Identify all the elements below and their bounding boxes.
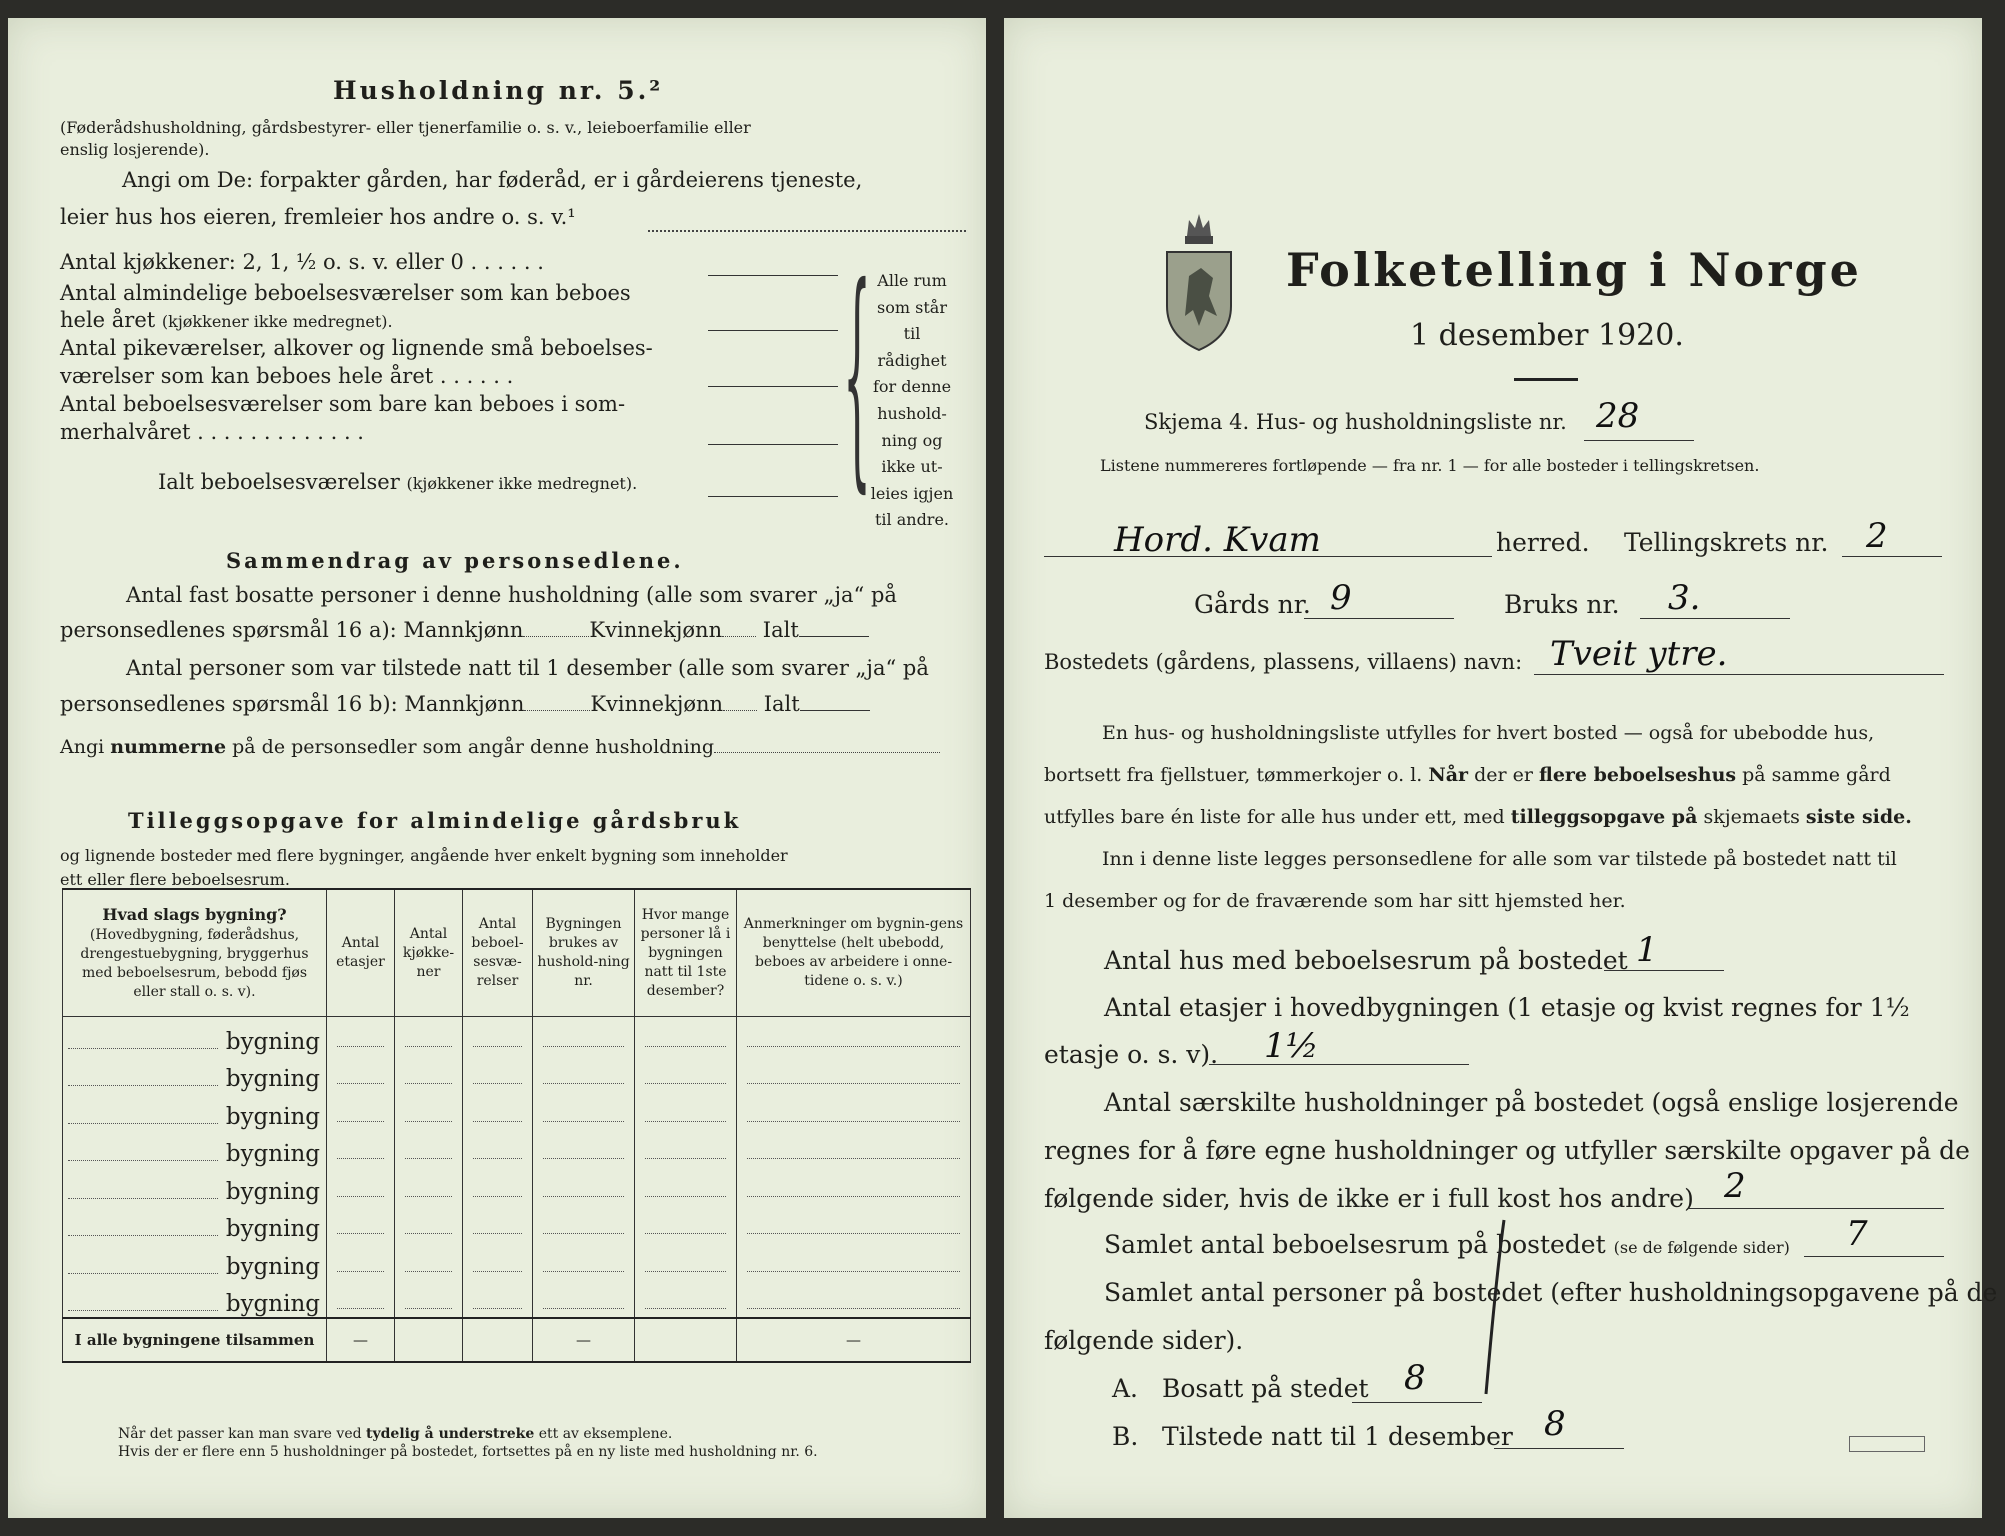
herred-value: Hord. Kvam bbox=[1114, 520, 1321, 560]
side-note-line: som står til bbox=[877, 297, 947, 344]
pike-line-2: værelser som kan beboes hele året . . . . . . bbox=[60, 364, 514, 388]
table-cell bbox=[395, 1167, 463, 1205]
fast-line-1: Antal fast bosatte personer i denne husholdning (alle som svarer „ja“ på bbox=[126, 583, 897, 607]
bygning-label: bygning bbox=[225, 1141, 320, 1167]
instr-line-3: utfylles bare én liste for alle hus under ett, med tilleggsopgave på skjemaets siste side. bbox=[1044, 806, 1912, 828]
brace: { bbox=[843, 240, 871, 516]
building-type-cell bbox=[63, 1167, 327, 1205]
table-cell bbox=[327, 1130, 395, 1168]
table-cell bbox=[327, 1280, 395, 1319]
bygning-label: bygning bbox=[225, 1178, 320, 1205]
etasjer-line-2: etasje o. s. v). bbox=[1044, 1040, 1219, 1069]
table-row bbox=[63, 1205, 971, 1243]
side-note-line: rådighet bbox=[877, 350, 947, 370]
skjema-value: 28 bbox=[1596, 396, 1640, 436]
side-note-line: leies igjen bbox=[870, 483, 954, 503]
total-row bbox=[63, 1318, 971, 1362]
hus-label: Antal hus med beboelsesrum på bostedet bbox=[1104, 946, 1628, 975]
side-note-line: ikke ut- bbox=[881, 457, 943, 477]
table-cell bbox=[463, 1017, 533, 1055]
household-subtitle: (Føderådshusholdning, gårdsbestyrer- eller tjenerfamilie o. s. v., leieboerfamilie eller bbox=[60, 118, 751, 137]
pike-line-1: Antal pikeværelser, alkover og lignende små beboelses- bbox=[60, 336, 653, 360]
table-cell bbox=[635, 1092, 737, 1130]
census-title: Folketelling i Norge bbox=[1286, 243, 1862, 297]
building-table bbox=[62, 888, 971, 1363]
table-cell bbox=[737, 1205, 971, 1243]
building-type-cell bbox=[63, 1280, 327, 1319]
side-note-line: ning og bbox=[881, 430, 943, 450]
total-dash: — bbox=[737, 1318, 971, 1362]
table-row bbox=[63, 1280, 971, 1319]
left-page bbox=[8, 18, 986, 1518]
bosted-value: Tveit ytre. bbox=[1550, 634, 1728, 674]
tilst-line-2: personsedlenes spørsmål 16 b): Mannkjønn Kvinnekjønn Ialt bbox=[60, 692, 870, 716]
table-cell bbox=[463, 1167, 533, 1205]
table-cell bbox=[395, 1318, 463, 1362]
col-husholdning-nr: Bygningen brukes av hushold-ning nr. bbox=[533, 889, 635, 1017]
side-note-line: for denne bbox=[872, 377, 952, 397]
a-label: A. bbox=[1112, 1374, 1139, 1403]
table-cell bbox=[327, 1167, 395, 1205]
gards-label: Gårds nr. bbox=[1194, 590, 1311, 619]
table-cell bbox=[737, 1242, 971, 1280]
footnote-2: Hvis der er flere enn 5 husholdninger på bostedet, fortsettes på en ny liste med husholdning nr. 6. bbox=[118, 1444, 818, 1460]
samlet-rum-value: 7 bbox=[1846, 1214, 1868, 1254]
a-text: Bosatt på stedet bbox=[1162, 1374, 1369, 1403]
angi-line-1: Angi om De: forpakter gården, har føderåd, er i gårdeierens tjeneste, bbox=[122, 168, 863, 192]
table-cell bbox=[327, 1055, 395, 1093]
col-etasjer: Antal etasjer bbox=[327, 889, 395, 1017]
col-anmerkninger: Anmerkninger om bygnin-gens benyttelse (helt ubebodd, beboes av arbeidere i onne-tidene o. s. v.) bbox=[737, 889, 971, 1017]
table-cell bbox=[463, 1205, 533, 1243]
table-cell bbox=[737, 1092, 971, 1130]
table-cell bbox=[533, 1017, 635, 1055]
bygning-label: bygning bbox=[225, 1291, 320, 1317]
table-cell bbox=[533, 1092, 635, 1130]
col-beboelsesvaerelser: Antal beboel-sesvæ-relser bbox=[463, 889, 533, 1017]
table-cell bbox=[395, 1092, 463, 1130]
table-cell bbox=[463, 1318, 533, 1362]
table-cell bbox=[533, 1055, 635, 1093]
total-dash: — bbox=[533, 1318, 635, 1362]
footnote-1: Når det passer kan man svare ved tydelig å understreke ett av eksemplene. bbox=[118, 1426, 673, 1442]
table-cell bbox=[737, 1167, 971, 1205]
kjokken-label: Antal kjøkkener: 2, 1, ½ o. s. v. eller 0 . . . . . . bbox=[60, 250, 544, 274]
samlet-pers-line-1: Samlet antal personer på bostedet (efter husholdningsopgavene på de bbox=[1104, 1278, 1998, 1307]
building-type-cell bbox=[63, 1055, 327, 1093]
table-cell bbox=[533, 1205, 635, 1243]
fast-line-2: personsedlenes spørsmål 16 a): Mannkjønn Kvinnekjønn Ialt bbox=[60, 618, 869, 642]
building-type-cell bbox=[63, 1092, 327, 1130]
table-cell bbox=[463, 1280, 533, 1319]
saer-line-3: følgende sider, hvis de ikke er i full kost hos andre) bbox=[1044, 1184, 1694, 1213]
table-row bbox=[63, 1055, 971, 1093]
table-row bbox=[63, 1017, 971, 1055]
saer-line-1: Antal særskilte husholdninger på bostedet (også enslige losjerende bbox=[1104, 1088, 1959, 1117]
tillegg-line-1: og lignende bosteder med flere bygninger, angående hver enkelt bygning som inneholder bbox=[60, 846, 788, 865]
side-note-line: til andre. bbox=[874, 510, 950, 530]
table-cell bbox=[635, 1130, 737, 1168]
saer-line-2: regnes for å føre egne husholdninger og utfyller særskilte opgaver på de bbox=[1044, 1136, 1970, 1165]
bygning-label: bygning bbox=[225, 1066, 320, 1092]
table-row bbox=[63, 1130, 971, 1168]
tillegg-line-2: ett eller flere beboelsesrum. bbox=[60, 870, 290, 889]
bygning-label: bygning bbox=[225, 1028, 320, 1055]
coat-of-arms-icon bbox=[1159, 206, 1239, 354]
side-note-line: hushold- bbox=[877, 403, 947, 423]
bygning-label: bygning bbox=[225, 1103, 320, 1130]
skjema-label: Skjema 4. Hus- og husholdningsliste nr. bbox=[1144, 410, 1567, 434]
table-cell bbox=[327, 1092, 395, 1130]
herred-label: herred. bbox=[1496, 528, 1590, 557]
saer-value: 2 bbox=[1724, 1166, 1746, 1206]
table-cell bbox=[327, 1017, 395, 1055]
table-cell bbox=[463, 1130, 533, 1168]
instr-line-5: 1 desember og for de fraværende som har sitt hjemsted her. bbox=[1044, 890, 1626, 912]
table-cell bbox=[737, 1017, 971, 1055]
census-date: 1 desember 1920. bbox=[1410, 318, 1684, 353]
table-cell bbox=[533, 1130, 635, 1168]
tellingskrets-value: 2 bbox=[1866, 516, 1888, 556]
table-cell bbox=[635, 1205, 737, 1243]
pen-stroke-icon bbox=[1474, 1218, 1514, 1398]
col-personer: Hvor mange personer lå i bygningen natt til 1ste desember? bbox=[635, 889, 737, 1017]
tellingskrets-label: Tellingskrets nr. bbox=[1624, 528, 1829, 557]
printer-stamp bbox=[1849, 1436, 1925, 1452]
tillegg-title: Tilleggsopgave for almindelige gårdsbruk bbox=[128, 808, 742, 833]
table-row bbox=[63, 1167, 971, 1205]
table-cell bbox=[395, 1242, 463, 1280]
bruks-label: Bruks nr. bbox=[1504, 590, 1620, 619]
table-cell bbox=[463, 1242, 533, 1280]
sommer-line-1: Antal beboelsesværelser som bare kan beboes i som- bbox=[60, 392, 626, 416]
col-building-type: Hvad slags bygning? (Hovedbygning, føderådshus, drengestuebygning, bryggerhus med beboelsesrum, bebodd fjøs eller stall o. s. v). bbox=[63, 889, 327, 1017]
building-type-cell bbox=[63, 1130, 327, 1168]
tilst-line-1: Antal personer som var tilstede natt til 1 desember (alle som svarer „ja“ på bbox=[126, 656, 929, 680]
bygning-label: bygning bbox=[225, 1253, 320, 1280]
table-cell bbox=[463, 1092, 533, 1130]
samlet-pers-line-2: følgende sider). bbox=[1044, 1326, 1244, 1355]
hus-value: 1 bbox=[1636, 930, 1658, 970]
table-cell bbox=[533, 1280, 635, 1319]
samlet-rum-label: Samlet antal beboelsesrum på bostedet (se de følgende sider) bbox=[1104, 1230, 1790, 1259]
side-note-line: Alle rum bbox=[877, 271, 947, 290]
table-cell bbox=[635, 1167, 737, 1205]
bosted-label: Bostedets (gårdens, plassens, villaens) navn: bbox=[1044, 650, 1523, 674]
table-cell bbox=[533, 1167, 635, 1205]
gards-value: 9 bbox=[1330, 578, 1352, 618]
b-text: Tilstede natt til 1 desember bbox=[1162, 1422, 1513, 1451]
sommer-line-2: merhalvåret . . . . . . . . . . . . . bbox=[60, 420, 364, 444]
table-cell bbox=[737, 1280, 971, 1319]
table-cell bbox=[395, 1130, 463, 1168]
bygning-label: bygning bbox=[225, 1216, 320, 1242]
alm-line-2: hele året (kjøkkener ikke medregnet). bbox=[60, 308, 393, 332]
etasjer-value: 1½ bbox=[1264, 1026, 1319, 1066]
building-type-cell bbox=[63, 1205, 327, 1243]
table-cell bbox=[395, 1055, 463, 1093]
listene-note: Listene nummereres fortløpende — fra nr. 1 — for alle bosteder i tellingskretsen. bbox=[1100, 456, 1760, 475]
household-title: Husholdning nr. 5.² bbox=[333, 76, 664, 105]
b-value: 8 bbox=[1544, 1404, 1566, 1444]
angi-line-2: leier hus hos eieren, fremleier hos andre o. s. v.¹ bbox=[60, 205, 576, 229]
table-row bbox=[63, 1242, 971, 1280]
right-page bbox=[1004, 18, 1998, 1518]
angi-nummerne: Angi nummerne på de personsedler som angår denne husholdning bbox=[60, 736, 940, 758]
household-subtitle-2: enslig losjerende). bbox=[60, 140, 210, 159]
table-cell bbox=[635, 1280, 737, 1319]
sammendrag-title: Sammendrag av personsedlene. bbox=[226, 548, 684, 573]
building-type-cell bbox=[63, 1242, 327, 1280]
instr-line-2: bortsett fra fjellstuer, tømmerkojer o. l. Når der er flere beboelseshus på samme gård bbox=[1044, 764, 1891, 786]
alm-line-1: Antal almindelige beboelsesværelser som kan beboes bbox=[60, 281, 631, 305]
table-cell bbox=[327, 1205, 395, 1243]
bruks-value: 3. bbox=[1668, 578, 1701, 618]
table-cell bbox=[737, 1130, 971, 1168]
etasjer-line-1: Antal etasjer i hovedbygningen (1 etasje og kvist regnes for 1½ bbox=[1104, 993, 1910, 1022]
side-note bbox=[868, 268, 956, 534]
b-label: B. bbox=[1112, 1422, 1139, 1451]
total-label: I alle bygningene tilsammen bbox=[63, 1318, 327, 1362]
instr-line-1: En hus- og husholdningsliste utfylles for hvert bosted — også for ubebodde hus, bbox=[1102, 722, 1875, 744]
table-cell bbox=[395, 1205, 463, 1243]
table-cell bbox=[635, 1017, 737, 1055]
table-cell bbox=[635, 1242, 737, 1280]
table-cell bbox=[395, 1280, 463, 1319]
ialt-line: Ialt beboelsesværelser (kjøkkener ikke medregnet). bbox=[158, 470, 638, 494]
total-dash: — bbox=[327, 1318, 395, 1362]
a-value: 8 bbox=[1404, 1358, 1426, 1398]
table-row bbox=[63, 1092, 971, 1130]
table-cell bbox=[635, 1318, 737, 1362]
instr-line-4: Inn i denne liste legges personsedlene for alle som var tilstede på bostedet natt til bbox=[1102, 848, 1897, 870]
table-cell bbox=[463, 1055, 533, 1093]
col-kjokkener: Antal kjøkke-ner bbox=[395, 889, 463, 1017]
table-cell bbox=[737, 1055, 971, 1093]
table-cell bbox=[327, 1242, 395, 1280]
building-type-cell bbox=[63, 1017, 327, 1055]
table-cell bbox=[395, 1017, 463, 1055]
table-cell bbox=[635, 1055, 737, 1093]
table-cell bbox=[533, 1242, 635, 1280]
